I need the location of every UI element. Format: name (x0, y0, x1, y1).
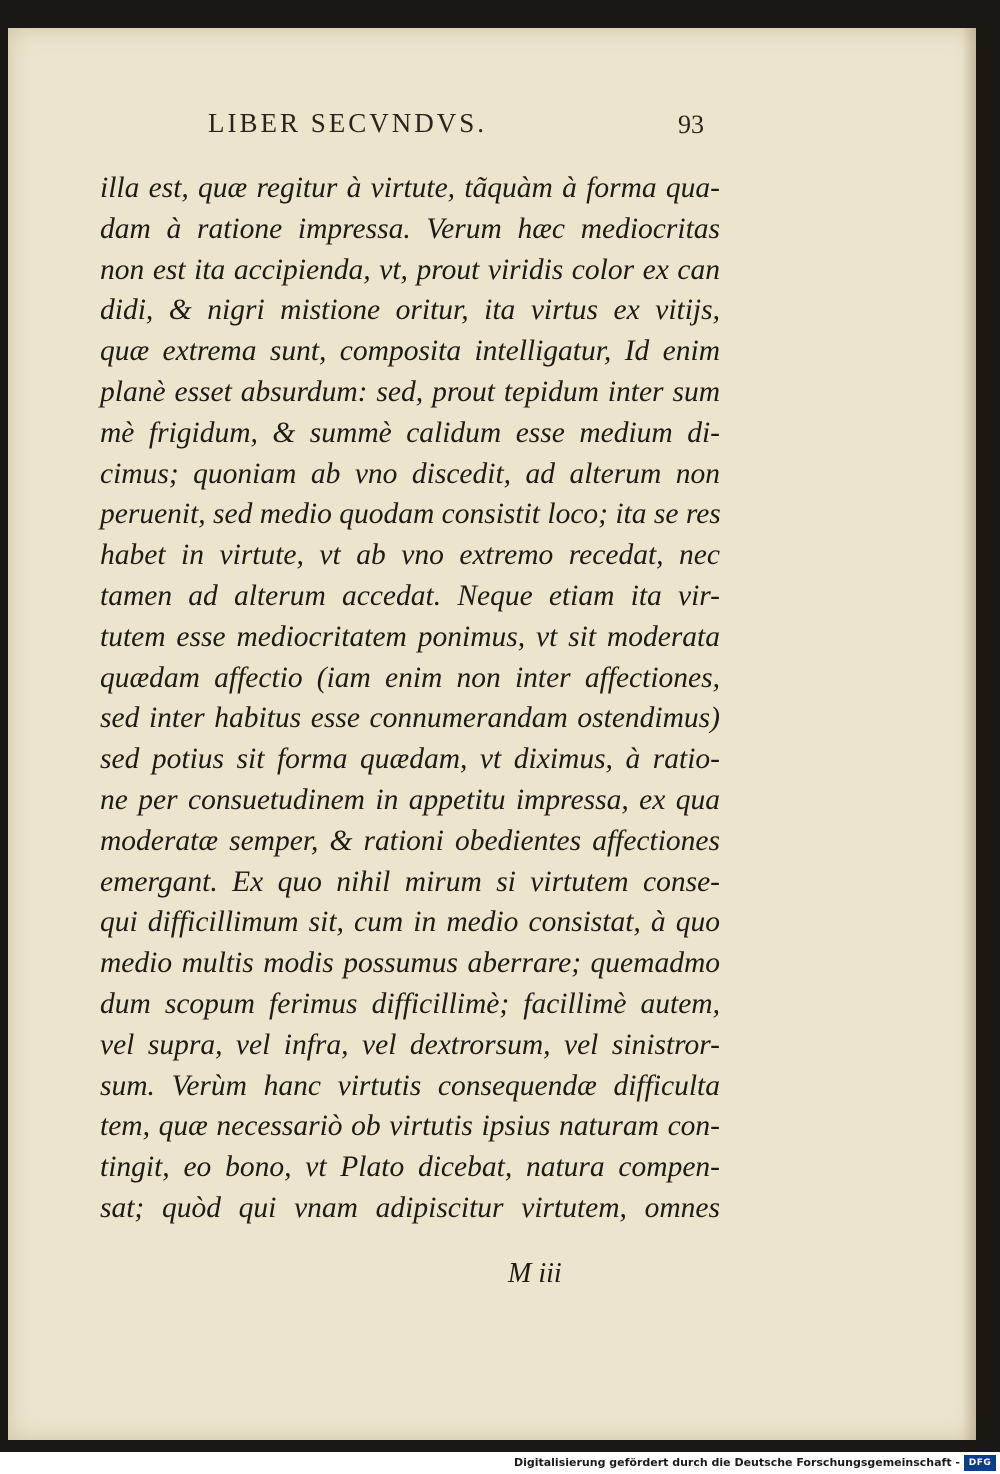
page-number: 93 (678, 110, 704, 139)
text-line: quædam affectio (iam enim non inter affectiones, (100, 661, 720, 694)
text-line: didi, & nigri mistione oritur, ita virtus ex vitijs, (100, 294, 720, 327)
text-line: planè esset absurdum: sed, prout tepidum inter sum (100, 375, 720, 408)
text-line: peruenit, sed medio quodam consistit loco; ita se res (100, 498, 721, 531)
text-line: sed potius sit forma quædam, vt diximus, à ratio- (100, 743, 720, 776)
text-line: non est ita accipienda, vt, prout viridis color ex can (100, 253, 720, 286)
dfg-logo: DFG (964, 1455, 996, 1471)
text-line: mè frigidum, & summè calidum esse medium di- (100, 416, 720, 449)
text-line: illa est, quæ regitur à virtute, tãquàm à forma qua- (100, 172, 720, 204)
signature-mark: M iii (508, 1258, 562, 1289)
text-line: qui difficillimum sit, cum in medio consistat, à quo (100, 906, 720, 939)
footer-bar (0, 1452, 1000, 1474)
text-line: sed inter habitus esse connumerandam ostendimus) (100, 702, 720, 735)
text-line: dum scopum ferimus difficillimè; facillimè autem, (100, 987, 720, 1020)
body-text (100, 168, 720, 1229)
text-line: moderatæ semper, & rationi obedientes affectiones (100, 824, 720, 857)
text-line: ne per consuetudinem in appetitu impressa, ex qua (100, 783, 720, 816)
text-line: habet in virtute, vt ab vno extremo recedat, nec (100, 539, 720, 572)
text-line: medio multis modis possumus aberrare; quemadmo (100, 947, 720, 980)
text-line: dam à ratione impressa. Verum hæc mediocritas (100, 212, 720, 245)
text-line: tamen ad alterum accedat. Neque etiam ita vir- (100, 579, 720, 612)
text-line: quæ extrema sunt, composita intelligatur, Id enim (100, 335, 720, 368)
text-line: sum. Verùm hanc virtutis consequendæ difficulta (100, 1069, 720, 1102)
running-title: LIBER SECVNDVS. (208, 108, 488, 138)
funding-notice: Digitalisierung gefördert durch die Deutsche Forschungsgemeinschaft - (513, 1456, 960, 1469)
book-page (8, 28, 976, 1440)
text-line: tingit, eo bono, vt Plato dicebat, natura compen- (100, 1151, 720, 1184)
text-line: sat; quòd qui vnam adipiscitur virtutem, omnes (100, 1191, 720, 1224)
text-line: tem, quæ necessariò ob virtutis ipsius naturam con- (100, 1110, 720, 1143)
text-line: cimus; quoniam ab vno discedit, ad alterum non (100, 457, 720, 490)
text-line: emergant. Ex quo nihil mirum si virtutem conse- (100, 865, 720, 898)
text-line: tutem esse mediocritatem ponimus, vt sit moderata (100, 620, 720, 653)
text-line: vel supra, vel infra, vel dextrorsum, vel sinistror- (100, 1028, 720, 1061)
